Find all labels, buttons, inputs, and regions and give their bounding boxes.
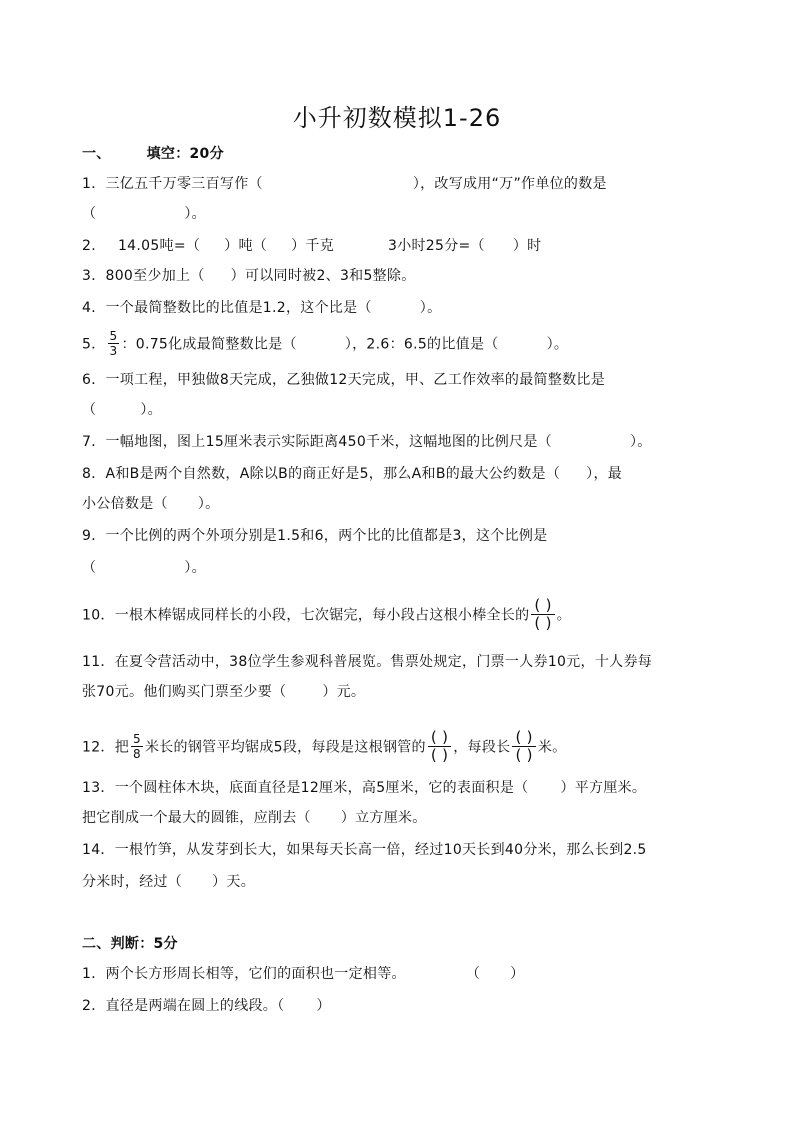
question-11-line-1: 11．在夏令营活动中，38位学生参观科普展览。售票处规定，门票一人券10元，十人券每 [82,654,653,670]
section-1-heading: 一、 填空：20分 [82,146,224,162]
question-8-line-2: 小公倍数是（ ）。 [82,496,220,512]
question-11-line-2: 张70元。他们购买门票至少要（ ）元。 [82,684,366,700]
answer-fraction-blank[interactable]: $\frac{( )}{( )}$ [512,729,535,764]
question-14-line-1: 14．一根竹笋，从发芽到长大，如果每天长高一倍，经过10天长到40分米，那么长到2.5 [82,842,647,858]
question-4: 4．一个最简整数比的比值是1.2，这个比是（ ）。 [82,300,442,316]
answer-fraction-blank[interactable]: $\frac{( )}{( )}$ [531,597,554,632]
question-13-line-1: 13．一个圆柱体木块，底面直径是12厘米，高5厘米，它的表面积是（ ）平方厘米。 [82,780,647,796]
question-14-line-2: 分米时，经过（ ）天。 [82,874,256,890]
section-2-heading: 二、判断：5分 [82,936,178,952]
question-6-line-2: （ ）。 [82,402,162,418]
question-12: 12．把 $\frac{5}{8}$ 米长的钢管平均锯成5段，每段是这根钢管的 $\frac{( )}{( )}$ ，每段长 $\frac{( )}{( )}$ 米。 [82,728,567,764]
question-1-line-2: （ ）。 [82,206,206,222]
judge-1: 1．两个长方形周长相等，它们的面积也一定相等。 （ ） [82,966,525,982]
question-6-line-1: 6．一项工程，甲独做8天完成，乙独做12天完成，甲、乙工作效率的最简整数比是 [82,372,606,388]
judge-2: 2．直径是两端在圆上的线段。（ ） [82,998,331,1014]
question-9-line-2: （ ）。 [82,560,206,576]
fraction-5-8: $\frac{5}{8}$ [133,732,141,761]
question-1-line-1: 1．三亿五千万零三百写作（ ），改写成用“万”作单位的数是 [82,176,607,192]
question-2: 2. 14.05吨=（ ）吨（ ）千克 3小时25分=（ ）时 [82,238,542,254]
question-13-line-2: 把它削成一个最大的圆锥，应削去（ ）立方厘米。 [82,810,427,826]
question-5: 5． $\frac{5}{3}$ ：0.75化成最简整数比是（ ），2.6：6.5的比值是（ ）。 [82,329,569,358]
fraction-5-3: $\frac{5}{3}$ [109,329,118,358]
page-title: 小升初数模拟1-26 [292,104,502,132]
question-9-line-1: 9．一个比例的两个外项分别是1.5和6，两个比的比值都是3，这个比例是 [82,528,548,544]
answer-fraction-blank[interactable]: $\frac{( )}{( )}$ [428,729,451,764]
question-8-line-1: 8．A和B是两个自然数，A除以B的商正好是5，那么A和B的最大公约数是（ ），最 [82,466,623,482]
question-10: 10．一根木棒锯成同样长的小段，七次锯完，每小段占这根小棒全长的 $\frac{( )}{( )}$ 。 [82,596,572,632]
question-7: 7．一幅地图，图上15厘米表示实际距离450千米，这幅地图的比例尺是（ ）。 [82,434,652,450]
question-3: 3．800至少加上（ ）可以同时被2、3和5整除。 [82,268,416,284]
